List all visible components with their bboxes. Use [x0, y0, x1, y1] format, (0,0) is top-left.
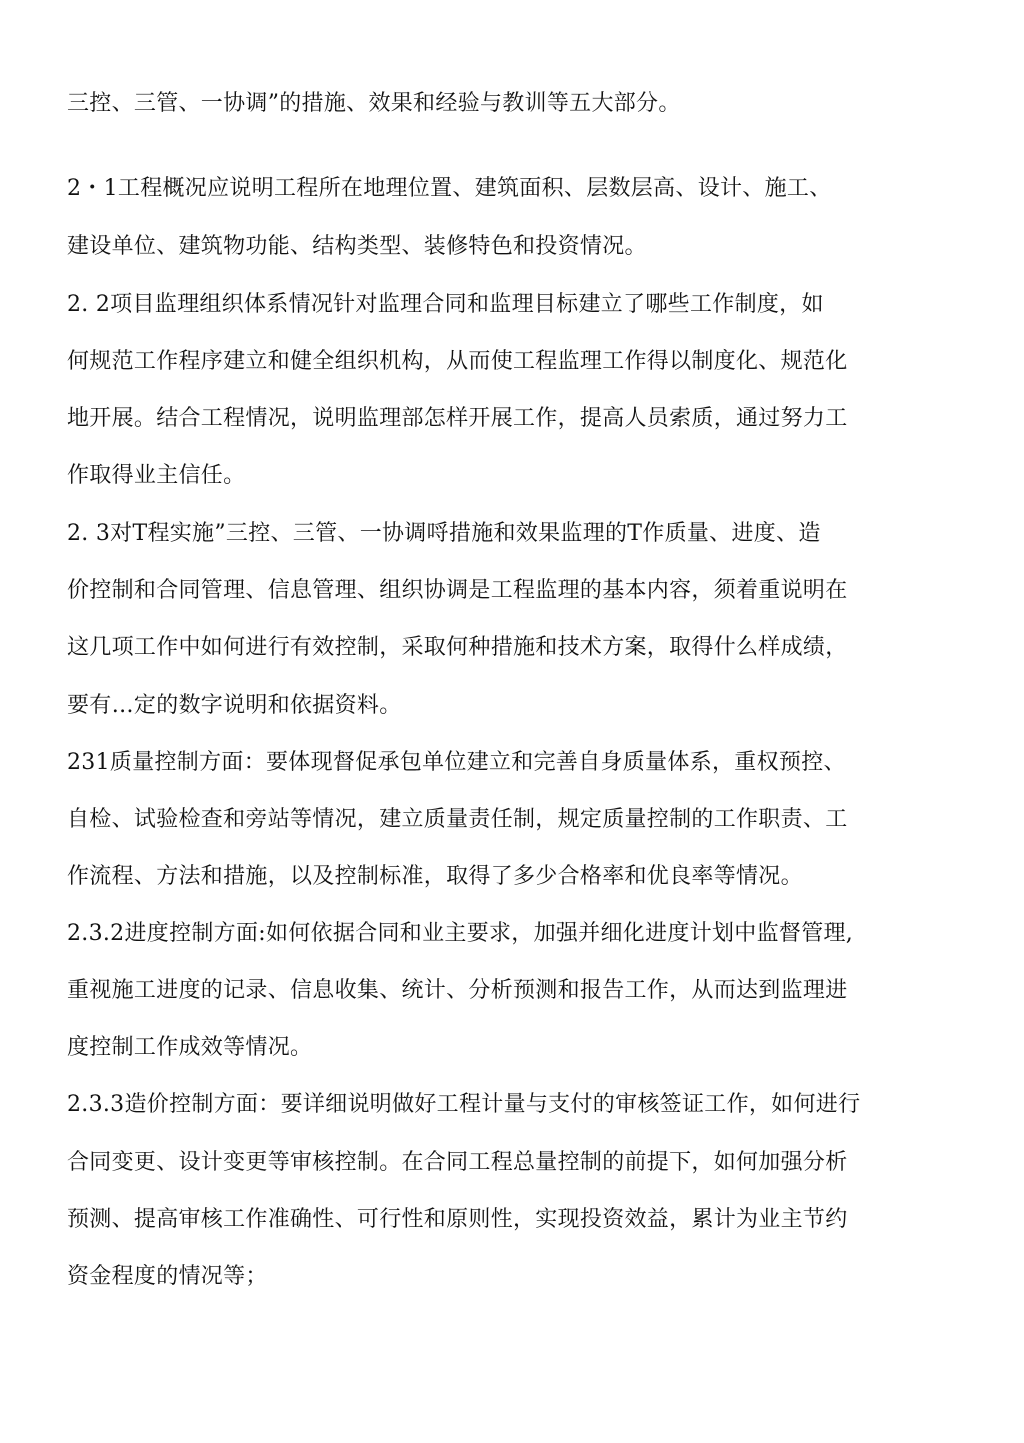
text-line: 2・1工程概况应说明工程所在地理位置、建筑面积、层数层高、设计、施工、 — [67, 176, 832, 201]
text-line: 三控、三管、一协调”的措施、效果和经验与教训等五大部分。 — [67, 91, 681, 116]
text-line: 建设单位、建筑物功能、结构类型、装修特色和投资情况。 — [67, 234, 647, 259]
text-line: 合同变更、设计变更等审核控制。在合同工程总量控制的前提下，如何加强分析 — [67, 1150, 848, 1175]
text-line: 自检、试验检查和旁站等情况，建立质量责任制，规定质量控制的工作职责、工 — [67, 807, 848, 832]
text-line: 地开展。结合工程情况，说明监理部怎样开展工作，提高人员索质，通过努力工 — [67, 406, 848, 431]
text-line: 2. 2项目监理组织体系情况针对监理合同和监理目标建立了哪些工作制度，如 — [67, 292, 824, 317]
text-line: 作流程、方法和措施，以及控制标准，取得了多少合格率和优良率等情况。 — [67, 864, 803, 889]
text-line: 价控制和合同管理、信息管理、组织协调是工程监理的基本内容，须着重说明在 — [67, 578, 848, 603]
text-line: 231质量控制方面：要体现督促承包单位建立和完善自身质量体系，重权预控、 — [67, 750, 846, 775]
text-line: 2. 3对T程实施”三控、三管、一协调哷措施和效果监理的T作质量、进度、造 — [67, 521, 821, 546]
text-line: 资金程度的情况等； — [67, 1264, 268, 1289]
text-line: 作取得业主信任。 — [67, 463, 246, 488]
text-line: 度控制工作成效等情况。 — [67, 1035, 313, 1060]
text-line: 2.3.2进度控制方面:如何依据合同和业主要求，加强并细化进度计划中监督管理, — [67, 921, 854, 946]
text-line: 这几项工作中如何进行有效控制，采取何种措施和技术方案，取得什么样成绩， — [67, 635, 848, 660]
text-line: 2.3.3造价控制方面：要详细说明做好工程计量与支付的审核签证工作，如何进行 — [67, 1092, 861, 1117]
text-line: 要有…定的数字说明和依据资料。 — [67, 693, 402, 718]
text-line: 预测、提高审核工作准确性、可行性和原则性，实现投资效益，累计为业主节约 — [67, 1207, 848, 1232]
text-line: 重视施工进度的记录、信息收集、统计、分析预测和报告工作，从而达到监理进 — [67, 978, 848, 1003]
text-line: 何规范工作程序建立和健全组织机构，从而使工程监理工作得以制度化、规范化 — [67, 349, 848, 374]
